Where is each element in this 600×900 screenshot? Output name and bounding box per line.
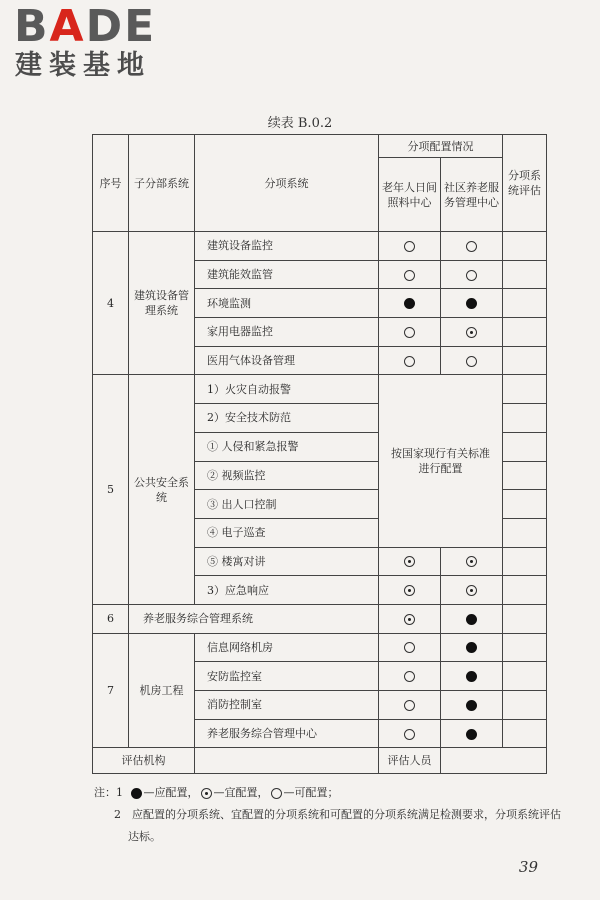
logo-letters-de: DE (85, 1, 157, 52)
group-name-cell: 建筑设备管理系统 (129, 232, 195, 375)
evaluation-cell (503, 461, 547, 490)
seq-cell: 4 (93, 232, 129, 375)
note-1 (94, 782, 564, 804)
symbol-legend (127, 786, 339, 799)
header-evaluation: 分项系统评估 (503, 135, 547, 232)
config-cell (441, 719, 503, 748)
subsystem-cell: 1）火灾自动报警 (195, 375, 379, 404)
seq-cell: 6 (93, 604, 129, 633)
config-cell (441, 318, 503, 347)
seq-cell: 7 (93, 633, 129, 748)
filled-circle-icon (131, 788, 142, 799)
hollow-circle-icon (271, 788, 282, 799)
config-cell (441, 662, 503, 691)
hollow-circle-icon (404, 729, 415, 740)
evaluation-cell (503, 375, 547, 404)
evaluation-org-label: 评估机构 (93, 748, 195, 774)
config-cell (441, 346, 503, 375)
evaluation-cell (503, 691, 547, 720)
evaluation-cell (503, 260, 547, 289)
legend-text: —应配置， (143, 786, 199, 799)
header-seq: 序号 (93, 135, 129, 232)
dotted-circle-icon (466, 585, 477, 596)
hollow-circle-icon (466, 356, 477, 367)
subsystem-cell: 养老服务综合管理中心 (195, 719, 379, 748)
page-number: 39 (518, 858, 538, 876)
filled-circle-icon (466, 642, 477, 653)
hollow-circle-icon (466, 241, 477, 252)
evaluation-cell (503, 604, 547, 633)
filled-circle-icon (466, 298, 477, 309)
subsystem-cell: 家用电器监控 (195, 318, 379, 347)
dotted-circle-icon (201, 788, 212, 799)
bade-logo (14, 1, 184, 82)
evaluation-cell (503, 547, 547, 576)
header-subsystem: 分项系统 (195, 135, 379, 232)
merged-note-cell: 按国家现行有关标准进行配置 (379, 375, 503, 547)
seq-cell: 5 (93, 375, 129, 605)
subsystem-cell: ① 人侵和紧急报警 (195, 432, 379, 461)
evaluation-person-value (441, 748, 547, 774)
subsystem-cell: 信息网络机房 (195, 633, 379, 662)
config-cell (379, 547, 441, 576)
evaluation-cell (503, 518, 547, 547)
dotted-circle-icon (466, 327, 477, 338)
filled-circle-icon (466, 671, 477, 682)
evaluation-cell (503, 432, 547, 461)
hollow-circle-icon (466, 270, 477, 281)
table-row (93, 232, 547, 261)
evaluation-cell (503, 490, 547, 519)
config-cell (379, 604, 441, 633)
evaluation-cell (503, 662, 547, 691)
logo-chinese: 建装基地 (15, 50, 151, 81)
config-cell (441, 232, 503, 261)
config-cell (441, 289, 503, 318)
subsystem-cell: ④ 电子巡查 (195, 518, 379, 547)
config-cell (379, 289, 441, 318)
config-cell (441, 576, 503, 605)
config-cell (379, 691, 441, 720)
filled-circle-icon (466, 729, 477, 740)
subsystem-cell: 建筑设备监控 (195, 232, 379, 261)
config-cell (441, 604, 503, 633)
dotted-circle-icon (466, 556, 477, 567)
config-cell (441, 260, 503, 289)
subsystem-cell: 环境监测 (195, 289, 379, 318)
hollow-circle-icon (404, 241, 415, 252)
logo-wordmark (14, 1, 184, 52)
legend-text: —宜配置， (213, 786, 269, 799)
config-cell (379, 318, 441, 347)
config-cell (441, 633, 503, 662)
subsystem-cell: 消防控制室 (195, 691, 379, 720)
subsystem-cell: 2）安全技术防范 (195, 404, 379, 433)
config-cell (379, 260, 441, 289)
subsystem-cell: 3）应急响应 (195, 576, 379, 605)
hollow-circle-icon (404, 356, 415, 367)
filled-circle-icon (466, 700, 477, 711)
group-name-cell: 公共安全系统 (129, 375, 195, 605)
config-cell (379, 719, 441, 748)
table-row (93, 375, 547, 404)
subsystem-cell: 安防监控室 (195, 662, 379, 691)
table-row (93, 633, 547, 662)
subsystem-cell: ② 视频监控 (195, 461, 379, 490)
evaluation-cell (503, 404, 547, 433)
config-cell (379, 232, 441, 261)
header-row-1 (93, 135, 547, 158)
hollow-circle-icon (404, 327, 415, 338)
logo-letter-b: B (14, 1, 50, 52)
group-name-cell: 机房工程 (129, 633, 195, 748)
table-caption: 续表 B.0.2 (267, 116, 333, 131)
evaluation-cell (503, 719, 547, 748)
config-cell (441, 691, 503, 720)
filled-circle-icon (404, 298, 415, 309)
table-notes (94, 782, 564, 848)
subsystem-cell: 养老服务综合管理系统 (129, 604, 379, 633)
subsystem-cell: ③ 出人口控制 (195, 490, 379, 519)
evaluation-table (92, 134, 547, 774)
hollow-circle-icon (404, 270, 415, 281)
hollow-circle-icon (404, 671, 415, 682)
table-row (93, 604, 547, 633)
evaluation-cell (503, 289, 547, 318)
evaluation-cell (503, 346, 547, 375)
config-cell (379, 346, 441, 375)
dotted-circle-icon (404, 585, 415, 596)
hollow-circle-icon (404, 642, 415, 653)
note-2: 2 应配置的分项系统、宜配置的分项系统和可配置的分项系统满足检测要求，分项系统评估达标。 (114, 808, 561, 843)
evaluation-org-value (195, 748, 379, 774)
footer-row (93, 748, 547, 774)
evaluation-cell (503, 576, 547, 605)
header-config-status: 分项配置情况 (379, 135, 503, 158)
note-1-prefix: 注：1 (94, 786, 123, 799)
config-cell (379, 576, 441, 605)
config-cell (441, 547, 503, 576)
legend-text: —可配置； (283, 786, 339, 799)
evaluation-cell (503, 318, 547, 347)
filled-circle-icon (466, 614, 477, 625)
subsystem-cell: 医用气体设备管理 (195, 346, 379, 375)
hollow-circle-icon (404, 700, 415, 711)
evaluation-cell (503, 232, 547, 261)
evaluation-cell (503, 633, 547, 662)
header-elder-care-center: 老年人日间照料中心 (379, 158, 441, 232)
dotted-circle-icon (404, 614, 415, 625)
dotted-circle-icon (404, 556, 415, 567)
subsystem-cell: ⑤ 楼寓对讲 (195, 547, 379, 576)
header-subsystem-group: 子分部系统 (129, 135, 195, 232)
config-cell (379, 633, 441, 662)
config-cell (379, 662, 441, 691)
evaluation-person-label: 评估人员 (379, 748, 441, 774)
subsystem-cell: 建筑能效监管 (195, 260, 379, 289)
header-community-center: 社区养老服务管理中心 (441, 158, 503, 232)
logo-letter-a: A (49, 1, 86, 52)
